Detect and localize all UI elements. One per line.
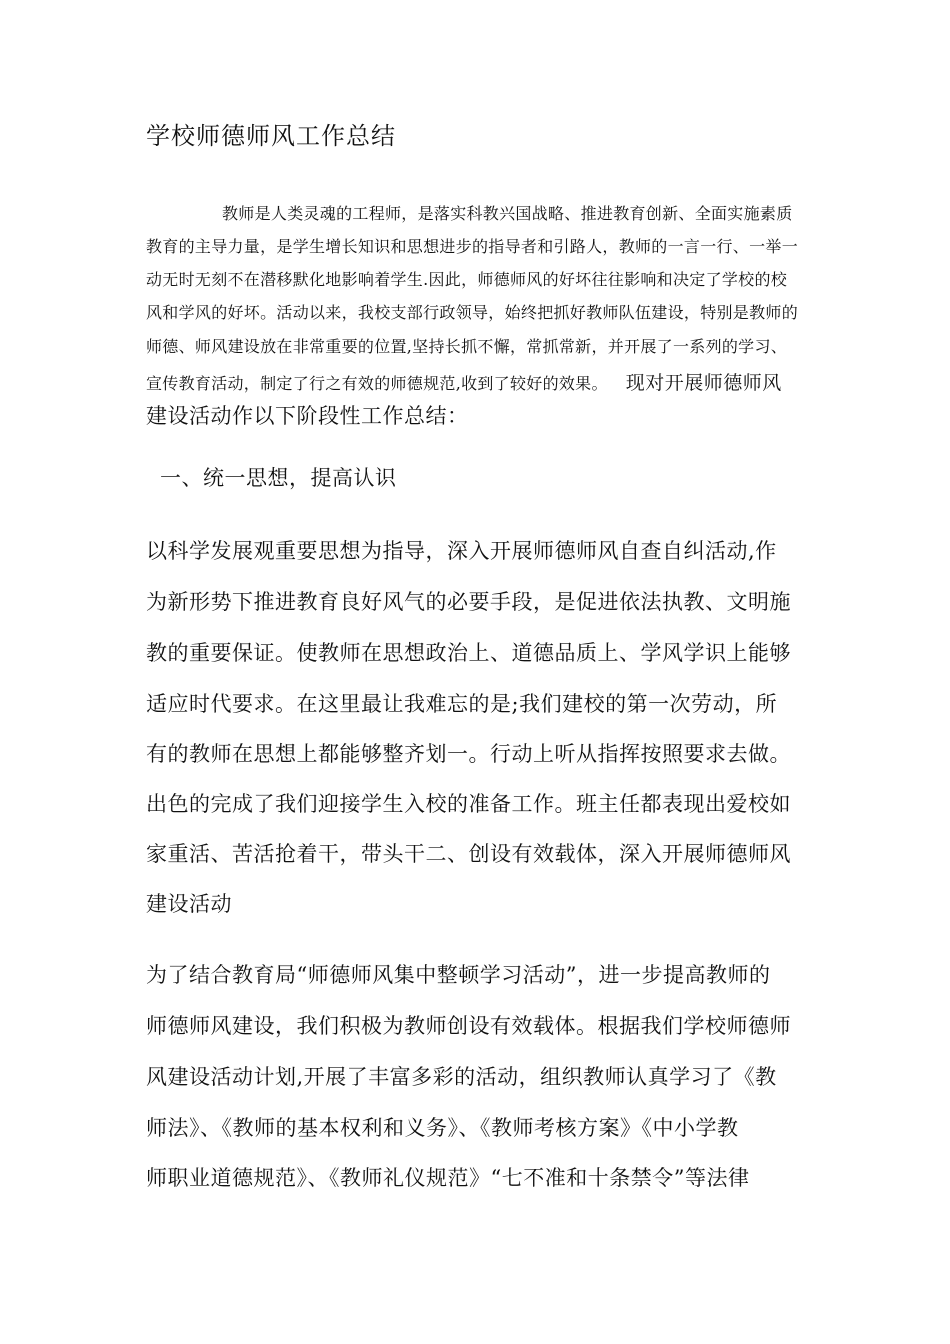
intro-line-text: 宣传教育活动，制定了行之有效的师德规范,收到了较好的效果。 <box>146 374 608 393</box>
intro-line: 教育的主导力量，是学生增长知识和思想进步的指导者和引路人，教师的一言一行、一举一 <box>146 237 799 256</box>
intro-continuation: 建设活动作以下阶段性工作总结： <box>146 404 469 428</box>
section-heading: 一、统一思想，提高认识 <box>160 466 397 490</box>
body-line: 师法》、《教师的基本权利和义务》、《教师考核方案》《中小学教 <box>146 1116 739 1140</box>
document-title: 学校师德师风工作总结 <box>146 122 396 150</box>
body-line: 教的重要保证。使教师在思想政治上、道德品质上、学风学识上能够 <box>146 641 791 665</box>
intro-line: 动无时无刻不在潜移默化地影响着学生.因此，师德师风的好坏往往影响和决定了学校的校 <box>146 270 788 289</box>
body-line: 为了结合教育局“师德师风集中整顿学习活动”，进一步提高教师的 <box>146 963 771 987</box>
intro-line: 教师是人类灵魂的工程师，是落实科教兴国战略、推进教育创新、全面实施素质 <box>222 204 793 223</box>
body-line: 以科学发展观重要思想为指导，深入开展师德师风自查自纠活动,作 <box>146 539 777 563</box>
body-line: 建设活动 <box>146 892 232 916</box>
body-line: 为新形势下推进教育良好风气的必要手段，是促进依法执教、文明施 <box>146 590 791 614</box>
body-line: 风建设活动计划,开展了丰富多彩的活动，组织教师认真学习了《教 <box>146 1065 777 1089</box>
body-line: 师职业道德规范》、《教师礼仪规范》“七不准和十条禁令”等法律 <box>146 1166 750 1190</box>
intro-tail: 现对开展师德师风 <box>625 372 782 394</box>
intro-line: 师德、师风建设放在非常重要的位置,坚持长抓不懈，常抓常新，并开展了一系列的学习、 <box>146 337 788 356</box>
body-line: 家重活、苦活抢着干，带头干二、创设有效载体，深入开展师德师风 <box>146 842 791 866</box>
body-line: 出色的完成了我们迎接学生入校的准备工作。班主任都表现出爱校如 <box>146 792 791 816</box>
body-line: 有的教师在思想上都能够整齐划一。行动上听从指挥按照要求去做。 <box>146 742 791 766</box>
intro-line: 风和学风的好坏。活动以来，我校支部行政领导，始终把抓好教师队伍建设，特别是教师的 <box>146 303 799 322</box>
body-line: 师德师风建设，我们积极为教师创设有效载体。根据我们学校师德师 <box>146 1014 791 1038</box>
intro-line-last <box>146 368 782 395</box>
body-line: 适应时代要求。在这里最让我难忘的是;我们建校的第一次劳动，所 <box>146 692 778 716</box>
